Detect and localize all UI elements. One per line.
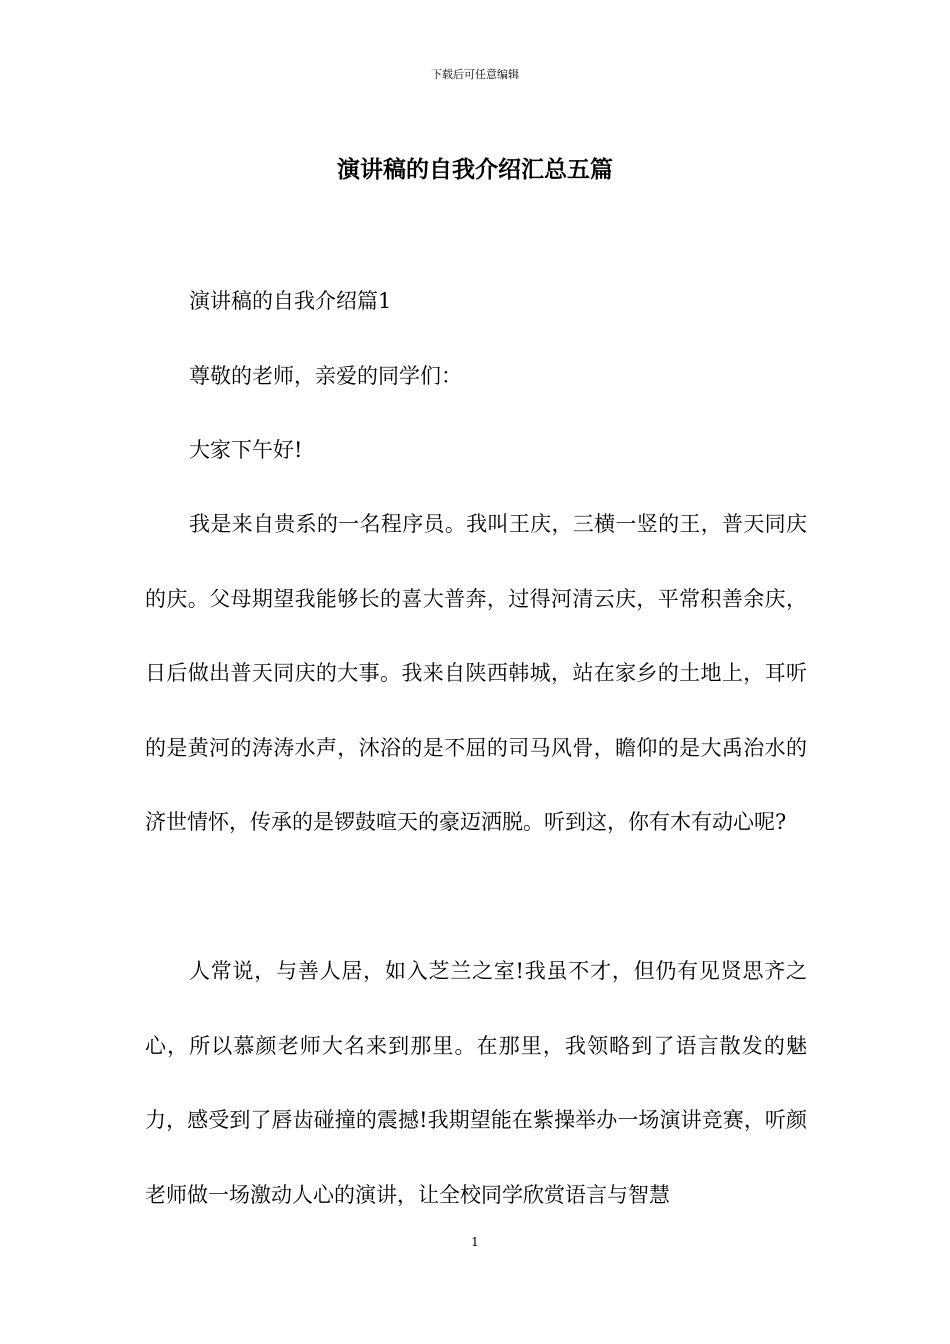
body-paragraph-2: 人常说，与善人居，如入芝兰之室!我虽不才，但仍有见贤思齐之心，所以慕颜老师大名来到那里。在那里，我领略到了语言散发的魅力，感受到了唇齿碰撞的震撼!我期望能在紫操举办一场演讲竞赛，听颜老师做一场激动人心的演讲，让全校同学欣赏语言与智慧 (145, 959, 807, 1207)
page-number: 1 (471, 1235, 479, 1249)
greeting: 大家下午好! (189, 438, 303, 462)
body-paragraph-1: 我是来自贵系的一名程序员。我叫王庆，三横一竖的王，普天同庆的庆。父母期望我能够长的喜大普奔，过得河清云庆，平常积善余庆，日后做出普天同庆的大事。我来自陕西韩城，站在家乡的土地上，耳听的是黄河的涛涛水声，沐浴的是不屈的司马风骨，瞻仰的是大禹治水的济世情怀，传承的是锣鼓喧天的豪迈洒脱。听到这，你有木有动心呢? (145, 512, 807, 834)
section-heading: 演讲稿的自我介绍篇1 (189, 289, 392, 313)
page-header-note: 下载后可任意编辑 (431, 68, 519, 81)
document-title: 演讲稿的自我介绍汇总五篇 (337, 156, 613, 183)
salutation: 尊敬的老师，亲爱的同学们： (189, 364, 462, 388)
